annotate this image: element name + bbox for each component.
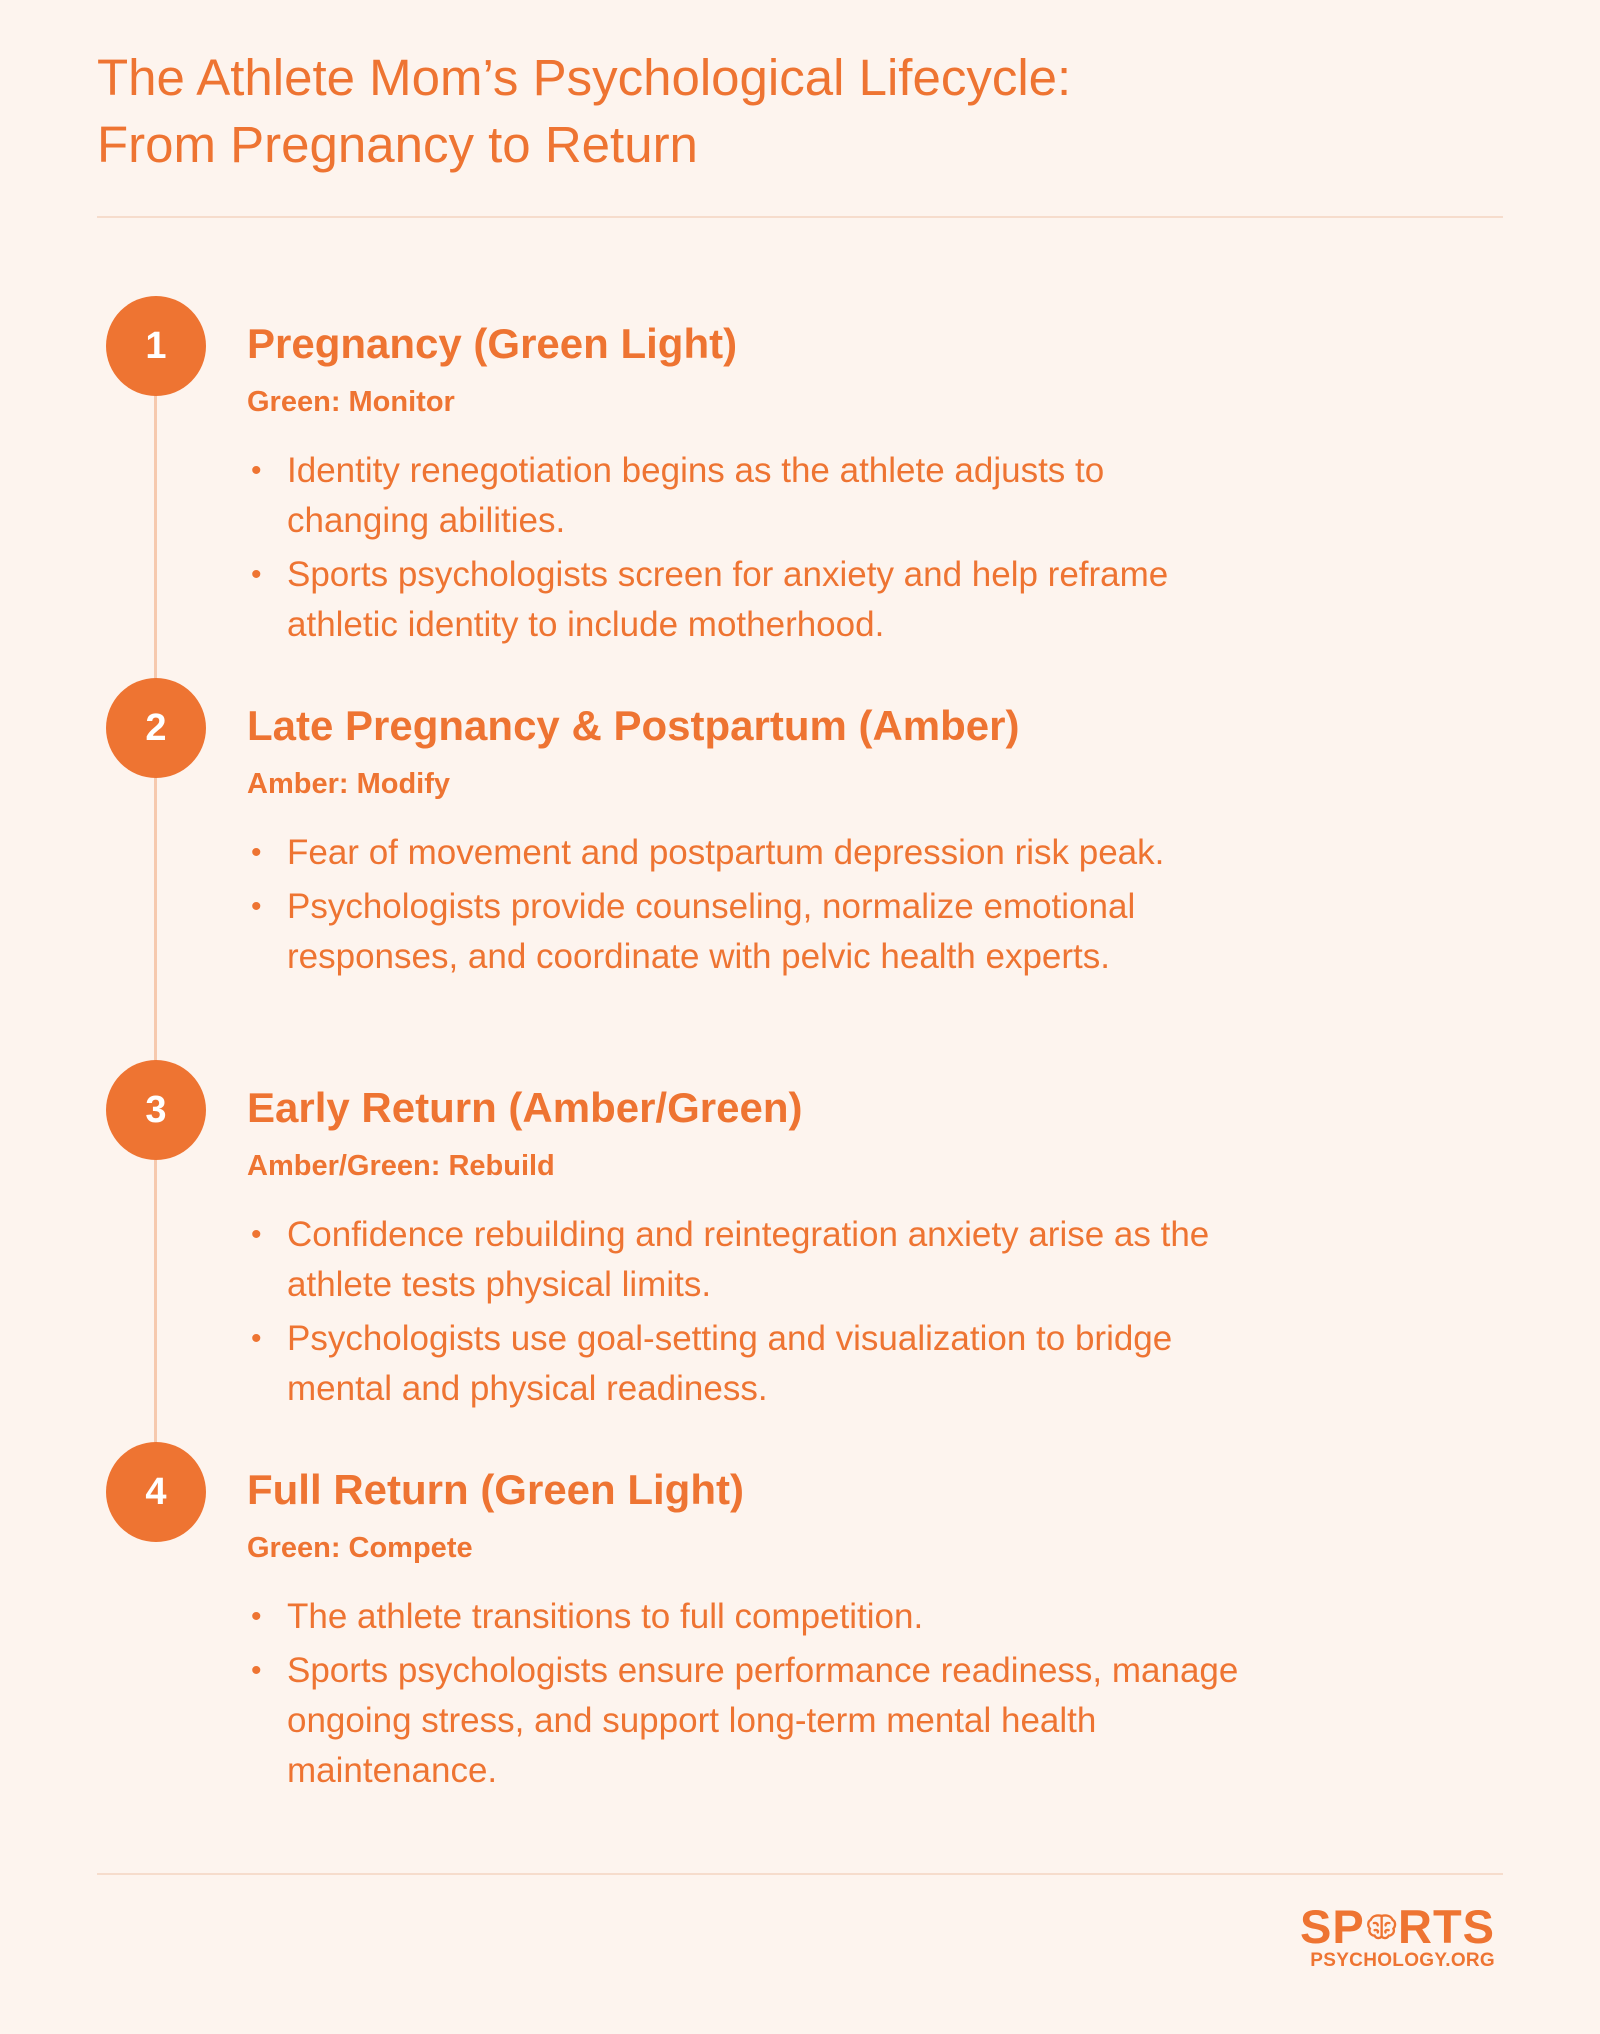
stage-point-text: Psychologists provide counseling, normalize emotional responses, and coordinate with pelvic health experts.: [287, 887, 1136, 976]
stage-point-text: Psychologists use goal-setting and visualization to bridge mental and physical readiness.: [287, 1319, 1173, 1408]
bullet-icon: •: [251, 454, 262, 487]
stage-number-badge: 4: [106, 1442, 206, 1542]
stage-number-badge: 1: [106, 296, 206, 396]
timeline-line: [154, 390, 157, 1505]
stage-point-text: Confidence rebuilding and reintegration anxiety arise as the athlete tests physical limits.: [287, 1215, 1210, 1304]
page-title-line-1: The Athlete Mom’s Psychological Lifecycle:: [97, 49, 1072, 106]
stage-title: Late Pregnancy & Postpartum (Amber): [247, 702, 1020, 749]
top-divider: [97, 216, 1503, 218]
bullet-icon: •: [251, 890, 262, 923]
stage-title: Early Return (Amber/Green): [247, 1084, 803, 1131]
stage-title: Pregnancy (Green Light): [247, 320, 738, 367]
stage-point: [247, 1314, 1247, 1414]
logo-text-right: RTS: [1398, 1900, 1495, 1953]
stage-points: [247, 1592, 1247, 1800]
logo-wordmark: [1300, 1900, 1495, 1953]
stage-status: Amber/Green: Rebuild: [247, 1150, 555, 1182]
logo-text-left: SP: [1300, 1900, 1365, 1953]
brain-icon: [1366, 1909, 1397, 1945]
stage-number-badge: 2: [106, 678, 206, 778]
bullet-icon: •: [251, 558, 262, 591]
stage-point: [247, 828, 1247, 878]
bullet-icon: •: [251, 1600, 262, 1633]
stage-title: Full Return (Green Light): [247, 1466, 744, 1513]
stage-status: Amber: Modify: [247, 768, 450, 800]
bullet-icon: •: [251, 1218, 262, 1251]
stage-number-badge: 3: [106, 1060, 206, 1160]
bullet-icon: •: [251, 1322, 262, 1355]
stage-point-text: Identity renegotiation begins as the athlete adjusts to changing abilities.: [287, 451, 1105, 540]
logo-subtext: PSYCHOLOGY.ORG: [1310, 1950, 1495, 1971]
stage-points: [247, 446, 1247, 654]
stage-status: Green: Monitor: [247, 386, 455, 418]
page-title-line-2: From Pregnancy to Return: [97, 116, 698, 173]
stage-point: [247, 882, 1247, 982]
bullet-icon: •: [251, 1654, 262, 1687]
page-title: [97, 44, 1397, 178]
stage-point: [247, 1210, 1247, 1310]
bullet-icon: •: [251, 836, 262, 869]
stage-points: [247, 828, 1247, 986]
stage-point-text: The athlete transitions to full competition.: [287, 1597, 924, 1636]
stage-point-text: Fear of movement and postpartum depression risk peak.: [287, 833, 1165, 872]
stage-point-text: Sports psychologists screen for anxiety and help reframe athletic identity to include motherhood.: [287, 555, 1169, 644]
sportspsychology-logo: [1300, 1900, 1495, 1972]
stage-point: [247, 550, 1247, 650]
stage-point: [247, 446, 1247, 546]
stage-status: Green: Compete: [247, 1532, 473, 1564]
stage-point-text: Sports psychologists ensure performance readiness, manage ongoing stress, and support long-term mental health maintenance.: [287, 1651, 1239, 1790]
bottom-divider: [97, 1873, 1503, 1875]
stage-points: [247, 1210, 1247, 1418]
stage-point: [247, 1592, 1247, 1642]
stage-point: [247, 1646, 1247, 1796]
